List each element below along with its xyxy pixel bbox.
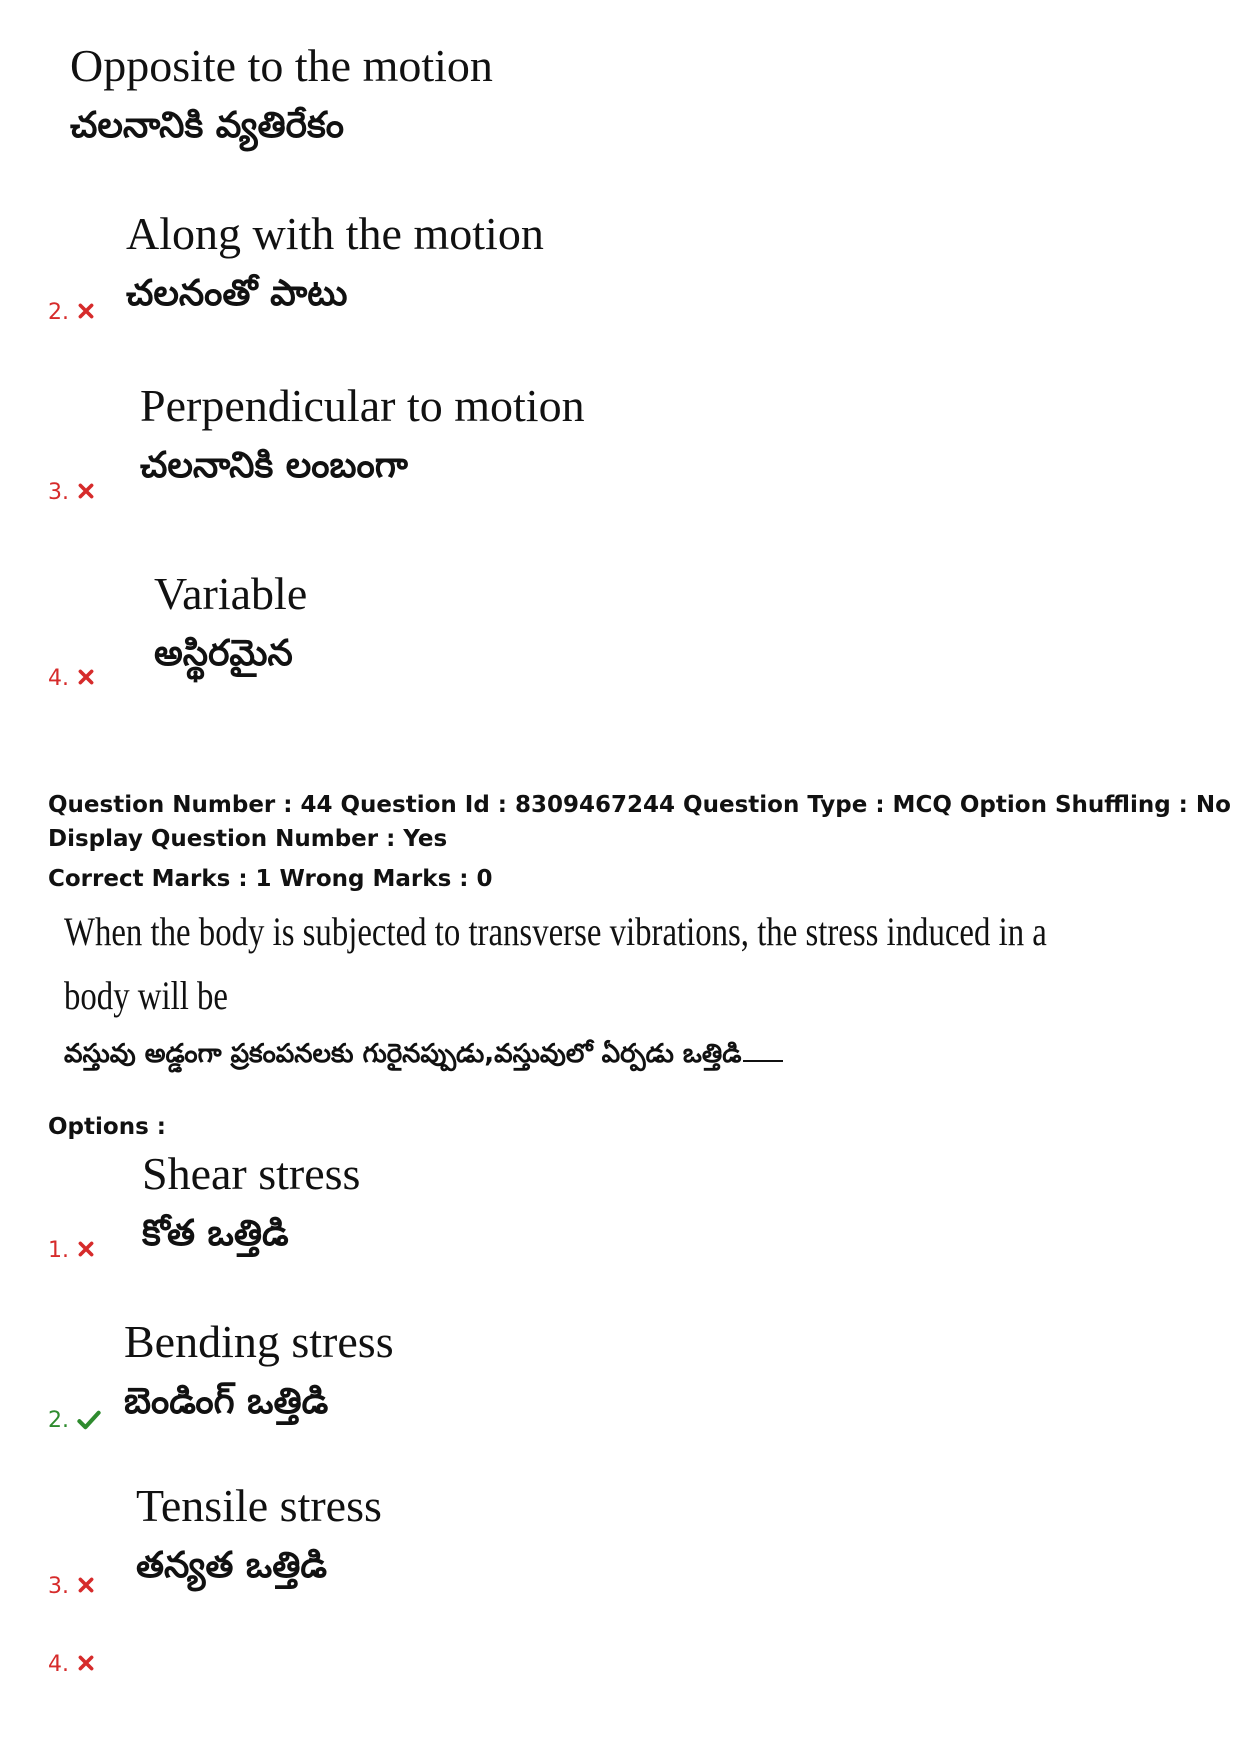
check-icon xyxy=(77,1410,101,1430)
option-number xyxy=(48,666,95,692)
option-number-label: 4. xyxy=(48,1652,69,1677)
option-number-label: 2. xyxy=(48,300,69,325)
cross-icon xyxy=(77,1654,95,1672)
question-meta: Question Number : 44 Question Id : 8309467244 Question Type : MCQ Option Shuffling : No xyxy=(48,792,1231,818)
option-number-label: 2. xyxy=(48,1408,69,1433)
option-text-te: కోత ఒత్తిడి xyxy=(142,1213,289,1254)
question-text-te xyxy=(64,1034,783,1074)
question-text-en-line1: When the body is subjected to transverse vibrations, the stress induced in a xyxy=(64,909,1047,954)
option-text-te: చలనానికి వ్యతిరేకం xyxy=(70,105,345,146)
cross-icon xyxy=(77,668,95,686)
cross-icon xyxy=(77,1240,95,1258)
option-number xyxy=(48,480,95,506)
option-number-label: 3. xyxy=(48,480,69,505)
cross-icon xyxy=(77,302,95,320)
answer-blank xyxy=(743,1060,783,1062)
cross-icon xyxy=(77,1576,95,1594)
option-number xyxy=(48,1408,101,1434)
question-text-te-label: వస్తువు అడ్డంగా ప్రకంపనలకు గురైనప్పుడు,వస్తువులో ఏర్పడు ఒత్తిడి xyxy=(64,1039,742,1069)
options-label: Options : xyxy=(48,1114,166,1140)
option-text-en: Tensile stress xyxy=(136,1480,382,1531)
option-text-en: Bending stress xyxy=(124,1316,394,1367)
option-number-label: 3. xyxy=(48,1574,69,1599)
option-text-te: అస్థిరమైన xyxy=(154,633,293,674)
cross-icon xyxy=(77,482,95,500)
question-display-number: Display Question Number : Yes xyxy=(48,826,448,852)
option-text-te: తన్యత ఒత్తిడి xyxy=(136,1545,328,1586)
option-text-en: Shear stress xyxy=(142,1148,361,1199)
option-number xyxy=(48,1652,95,1678)
option-text-te: బెండింగ్ ఒత్తిడి xyxy=(124,1381,329,1422)
question-text-en-line2: body will be xyxy=(64,973,228,1018)
option-number xyxy=(48,300,95,326)
option-number xyxy=(48,1574,95,1600)
question-marks: Correct Marks : 1 Wrong Marks : 0 xyxy=(48,866,493,892)
option-text-en: Opposite to the motion xyxy=(70,40,493,91)
option-number-label: 1. xyxy=(48,1238,69,1263)
option-number-label: 4. xyxy=(48,666,69,691)
option-text-te: చలనంతో పాటు xyxy=(126,273,348,314)
option-text-en: Perpendicular to motion xyxy=(140,380,585,431)
option-number xyxy=(48,1238,95,1264)
option-text-te: చలనానికి లంబంగా xyxy=(140,445,408,486)
option-text-en: Variable xyxy=(154,568,308,619)
option-text-en: Along with the motion xyxy=(126,208,544,259)
